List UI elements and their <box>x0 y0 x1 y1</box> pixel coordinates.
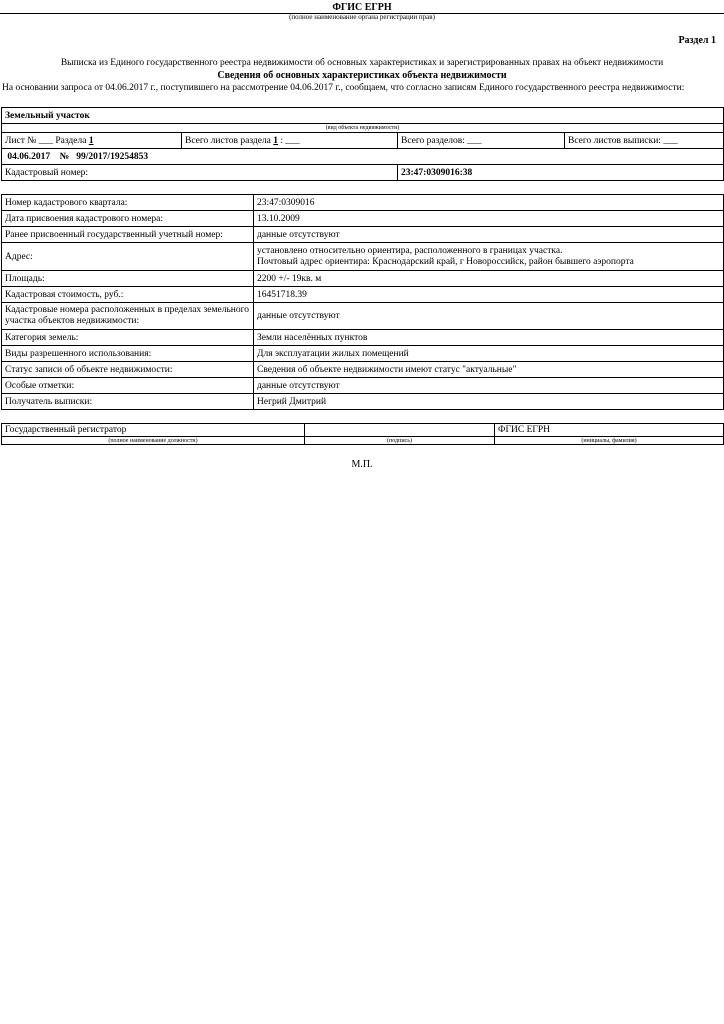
sheets-total: Всего листов выписки: ___ <box>565 133 724 149</box>
sections-total: Всего разделов: ___ <box>398 133 565 149</box>
subtitle: Сведения об основных характеристиках объекта недвижимости <box>217 70 507 81</box>
characteristics-table <box>1 194 724 410</box>
caption-position: (полное наименование должности) <box>2 437 305 445</box>
stamp-place: М.П. <box>351 459 373 470</box>
row-value: данные отсутствуют <box>254 378 724 394</box>
registrar-initials: ФГИС ЕГРН <box>495 424 724 437</box>
row-label: Категория земель: <box>2 330 254 346</box>
row-value: данные отсутствуют <box>254 303 724 330</box>
row-value: Негрий Дмитрий <box>254 394 724 410</box>
row-value: 16451718.39 <box>254 287 724 303</box>
object-type: Земельный участок <box>2 108 724 124</box>
org-caption: (полное наименование органа регистрации прав) <box>289 13 435 21</box>
row-label: Статус записи об объекте недвижимости: <box>2 362 254 378</box>
cadastral-label: Кадастровый номер: <box>2 165 398 181</box>
table-row <box>2 227 724 243</box>
org-title: ФГИС ЕГРН <box>332 2 392 13</box>
row-value: Земли населённых пунктов <box>254 330 724 346</box>
row-value: 23:47:0309016 <box>254 195 724 211</box>
table-row <box>2 195 724 211</box>
signature-table <box>1 423 724 445</box>
row-label: Виды разрешенного использования: <box>2 346 254 362</box>
row-label: Особые отметки: <box>2 378 254 394</box>
registrar-position: Государственный регистратор <box>2 424 305 437</box>
row-value: 13.10.2009 <box>254 211 724 227</box>
sheet-number: Лист № ___ Раздела 1 <box>2 133 182 149</box>
row-label: Получатель выписки: <box>2 394 254 410</box>
table-row <box>2 378 724 394</box>
row-value: установлено относительно ориентира, расположенного в границах участка. Почтовый адрес ориентира: Краснодарский край, г Новороссийск, район бывшего аэропорта <box>254 243 724 271</box>
table-row <box>2 303 724 330</box>
object-type-caption: (вид объекта недвижимости) <box>2 124 724 133</box>
row-label: Кадастровая стоимость, руб.: <box>2 287 254 303</box>
table-row <box>2 271 724 287</box>
table-row <box>2 287 724 303</box>
row-value: данные отсутствуют <box>254 227 724 243</box>
row-label: Адрес: <box>2 243 254 271</box>
row-value: Для эксплуатации жилых помещений <box>254 346 724 362</box>
row-label: Ранее присвоенный государственный учетный номер: <box>2 227 254 243</box>
row-label: Дата присвоения кадастрового номера: <box>2 211 254 227</box>
table-row <box>2 211 724 227</box>
intro-text: Выписка из Единого государственного реестра недвижимости об основных характеристиках и зарегистрированных правах на объект недвижимости <box>60 58 664 68</box>
table-row <box>2 394 724 410</box>
object-header-table <box>1 107 724 181</box>
cadastral-value: 23:47:0309016:38 <box>398 165 724 181</box>
date-number: 04.06.2017 № 99/2017/19254853 <box>2 149 724 165</box>
row-value: Сведения об объекте недвижимости имеют статус "актуальные" <box>254 362 724 378</box>
row-label: Номер кадастрового квартала: <box>2 195 254 211</box>
row-value: 2200 +/- 19кв. м <box>254 271 724 287</box>
registrar-signature <box>305 424 495 437</box>
table-row <box>2 362 724 378</box>
table-row <box>2 330 724 346</box>
table-row <box>2 243 724 271</box>
row-label: Площадь: <box>2 271 254 287</box>
row-label: Кадастровые номера расположенных в пределах земельного участка объектов недвижимости: <box>2 303 254 330</box>
sheets-in-section: Всего листов раздела 1 : ___ <box>182 133 398 149</box>
caption-signature: (подпись) <box>305 437 495 445</box>
table-row <box>2 346 724 362</box>
basis-text: На основании запроса от 04.06.2017 г., поступившего на рассмотрение 04.06.2017 г., сообщаем, что согласно записям Единого государственного реестра недвижимости: <box>2 83 685 93</box>
caption-initials: (инициалы, фамилия) <box>495 437 724 445</box>
section-label: Раздел 1 <box>678 35 716 46</box>
